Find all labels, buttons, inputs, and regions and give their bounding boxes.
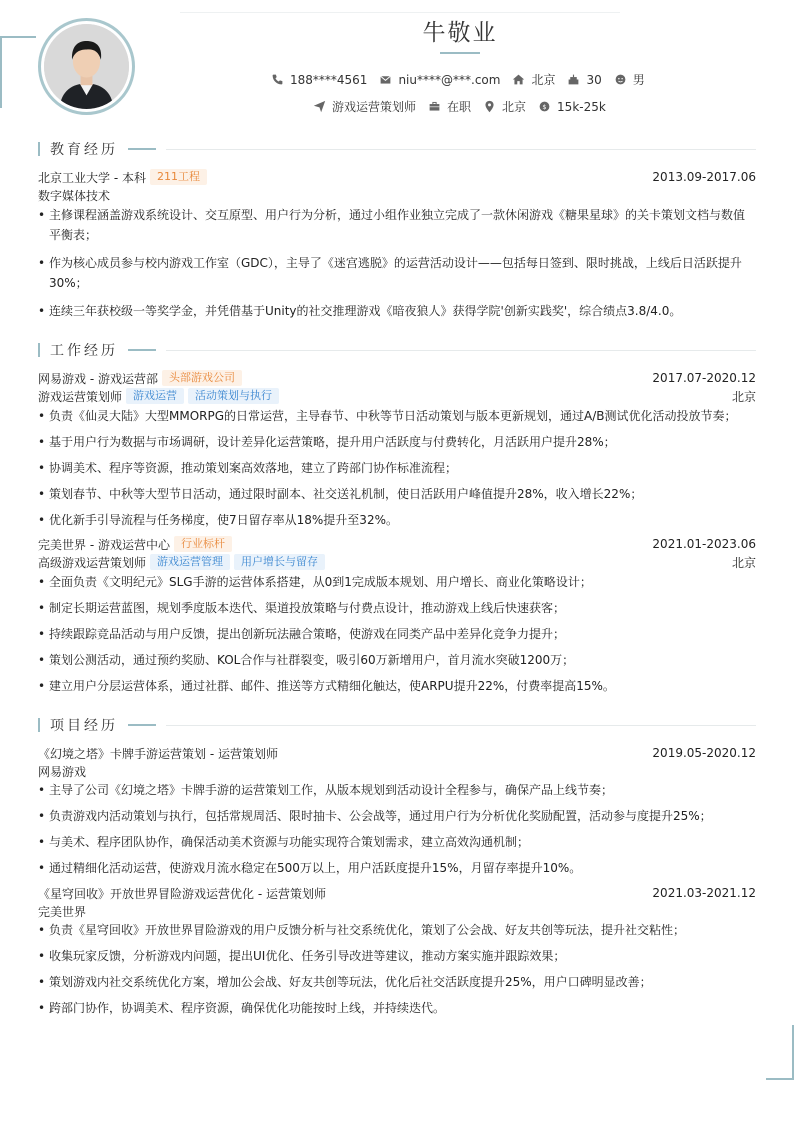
age-info: [567, 73, 601, 87]
work-bullet: • 策划公测活动，通过预约奖励、KOL合作与社群裂变，吸引60万新增用户，首月流水突破1200万；: [38, 650, 748, 670]
phone-icon: [271, 73, 284, 86]
money-icon: [538, 100, 551, 113]
project-bullet: • 负责《星穹回收》开放世界冒险游戏的用户反馈分析与社交系统优化，策划了公会战、好友共创等玩法，提升社交粘性；: [38, 920, 748, 940]
education-major-line: [38, 186, 756, 204]
section-accent-line: [128, 724, 156, 726]
status-info: [428, 98, 471, 115]
company-name: 网易游戏 - 游戏运营部: [38, 371, 158, 386]
project-bullet: • 与美术、程序团队协作，确保活动美术资源与功能实现符合策划需求，建立高效沟通机制；: [38, 832, 748, 852]
work-entry-header: [38, 535, 756, 553]
work-city: 北京: [731, 555, 756, 570]
section-marker: [38, 718, 40, 732]
contact-row: [271, 71, 645, 88]
education-section-header: [38, 140, 756, 158]
status-text: 在职: [447, 100, 472, 114]
project-name: 《星穹回收》开放世界冒险游戏运营优化 - 运营策划师: [38, 886, 326, 901]
project-date: 2021.03-2021.12: [652, 886, 756, 900]
role-tag: 用户增长与留存: [234, 554, 325, 570]
target-position-text: 游戏运营策划师: [332, 100, 417, 114]
company-tag: 行业标杆: [174, 536, 232, 552]
school-name: 北京工业大学 - 本科: [38, 170, 146, 185]
project-org-line: [38, 762, 756, 780]
role-title: 游戏运营策划师: [38, 389, 123, 404]
corner-decoration-bottom-right: [766, 1025, 794, 1080]
mail-icon: [379, 73, 392, 86]
target-city-info: [483, 98, 526, 115]
avatar-photo: [44, 24, 129, 109]
project-bullet: • 跨部门协作，协调美术、程序资源，确保优化功能按时上线，并持续迭代。: [38, 998, 748, 1018]
role-tag: 游戏运营: [126, 388, 184, 404]
section-divider: [166, 149, 756, 150]
candidate-name: 牛敬业: [422, 20, 498, 46]
school-tag: 211工程: [150, 169, 207, 185]
company-name: 完美世界 - 游戏运营中心: [38, 537, 170, 552]
work-bullet: • 制定长期运营蓝图，规划季度版本迭代、渠道投放策略与付费点设计，推动游戏上线后快速获客；: [38, 598, 748, 618]
job-intent-row: [313, 98, 606, 115]
project-bullet: • 通过精细化活动运营，使游戏月流水稳定在500万以上，用户活跃度提升15%，月留存率提升10%。: [38, 858, 748, 878]
section-accent-line: [128, 148, 156, 150]
section-marker: [38, 142, 40, 156]
gender-info: [614, 71, 645, 88]
work-bullet: • 基于用户行为数据与市场调研，设计差异化运营策略，提升用户活跃度与付费转化，月活跃用户提升28%；: [38, 432, 748, 452]
name-underline: [440, 52, 480, 54]
corner-decoration-top-left: [0, 36, 36, 108]
role-tag: 活动策划与执行: [188, 388, 279, 404]
work-role-line: [38, 387, 756, 405]
section-title: 工作经历: [50, 343, 118, 359]
phone-text: 188****4561: [290, 72, 368, 87]
project-entry-header: [38, 884, 756, 902]
target-city-text: 北京: [502, 100, 527, 114]
section-title: 教育经历: [50, 142, 118, 158]
section-accent-line: [128, 349, 156, 351]
company-tag: 头部游戏公司: [162, 370, 242, 386]
project-bullet: • 负责游戏内活动策划与执行，包括常规周活、限时抽卡、公会战等，通过用户行为分析优化奖励配置，活动参与度提升25%；: [38, 806, 748, 826]
role-tag: 游戏运营管理: [150, 554, 230, 570]
work-bullet: • 建立用户分层运营体系，通过社群、邮件、推送等方式精细化触达，使ARPU提升22%，付费率提高15%。: [38, 676, 748, 696]
education-entry-header: [38, 168, 756, 186]
work-bullet: • 优化新手引导流程与任务梯度，使7日留存率从18%提升至32%。: [38, 510, 748, 530]
home-icon: [512, 73, 525, 86]
residence-text: 北京: [531, 73, 556, 87]
education-bullet: • 作为核心成员参与校内游戏工作室（GDC），主导了《迷宫逃脱》的运营活动设计——包括每日签到、限时挑战，上线后日活跃提升30%；: [38, 253, 748, 293]
face-icon: [614, 73, 627, 86]
project-org-line: [38, 902, 756, 920]
project-org: 网易游戏: [38, 764, 87, 779]
section-divider: [166, 350, 756, 351]
residence-info: [512, 71, 555, 88]
salary-info: [538, 100, 606, 114]
work-city: 北京: [731, 389, 756, 404]
project-bullet: • 收集玩家反馈，分析游戏内问题，提出UI优化、任务引导改进等建议，推动方案实施并跟踪效果；: [38, 946, 748, 966]
work-entry-header: [38, 369, 756, 387]
cake-icon: [567, 73, 580, 86]
gender-text: 男: [632, 73, 645, 87]
work-date: 2017.07-2020.12: [652, 371, 756, 385]
section-divider: [166, 725, 756, 726]
project-bullet: • 主导了公司《幻境之塔》卡牌手游的运营策划工作，从版本规划到活动设计全程参与，确保产品上线节奏；: [38, 780, 748, 800]
section-marker: [38, 343, 40, 357]
work-bullet: • 协调美术、程序等资源，推动策划案高效落地，建立了跨部门协作标准流程；: [38, 458, 748, 478]
section-title: 项目经历: [50, 718, 118, 734]
role-title: 高级游戏运营策划师: [38, 555, 147, 570]
education-bullet: • 主修课程涵盖游戏系统设计、交互原型、用户行为分析，通过小组作业独立完成了一款休闲游戏《糖果星球》的关卡策划文档与数值平衡表；: [38, 205, 748, 245]
svg-text:$: $: [542, 102, 547, 111]
email-text: niu****@***.com: [398, 72, 501, 87]
work-bullet: • 全面负责《文明纪元》SLG手游的运营体系搭建，从0到1完成版本规划、用户增长、商业化策略设计；: [38, 572, 748, 592]
project-bullet: • 策划游戏内社交系统优化方案，增加公会战、好友共创等玩法，优化后社交活跃度提升25%，用户口碑明显改善；: [38, 972, 748, 992]
work-section-header: [38, 341, 756, 359]
project-date: 2019.05-2020.12: [652, 746, 756, 760]
target-position-info: [313, 98, 416, 115]
work-bullet: • 持续跟踪竞品活动与用户反馈，提出创新玩法融合策略，使游戏在同类产品中差异化竞争力提升；: [38, 624, 748, 644]
education-bullet: • 连续三年获校级一等奖学金，并凭借基于Unity的社交推理游戏《暗夜狼人》获得学院'创新实践奖'，综合绩点3.8/4.0。: [38, 301, 748, 321]
project-section-header: [38, 716, 756, 734]
salary-text: 15k-25k: [557, 99, 606, 114]
work-bullet: • 策划春节、中秋等大型节日活动，通过限时副本、社交送礼机制，使日活跃用户峰值提升28%，收入增长22%；: [38, 484, 748, 504]
work-date: 2021.01-2023.06: [652, 537, 756, 551]
avatar: [38, 18, 135, 115]
top-divider: [180, 12, 620, 13]
education-date: 2013.09-2017.06: [652, 170, 756, 184]
work-role-line: [38, 553, 756, 571]
email-info: [379, 73, 500, 87]
briefcase-icon: [428, 100, 441, 113]
age-text: 30: [586, 72, 602, 87]
project-name: 《幻境之塔》卡牌手游运营策划 - 运营策划师: [38, 746, 278, 761]
project-entry-header: [38, 744, 756, 762]
major-name: 数字媒体技术: [38, 188, 111, 203]
phone-info: [271, 73, 367, 87]
project-org: 完美世界: [38, 904, 87, 919]
work-bullet: • 负责《仙灵大陆》大型MMORPG的日常运营，主导春节、中秋等节日活动策划与版本更新规划，通过A/B测试优化活动投放节奏；: [38, 406, 748, 426]
person-photo-icon: [44, 24, 129, 109]
send-icon: [313, 100, 326, 113]
location-pin-icon: [483, 100, 496, 113]
